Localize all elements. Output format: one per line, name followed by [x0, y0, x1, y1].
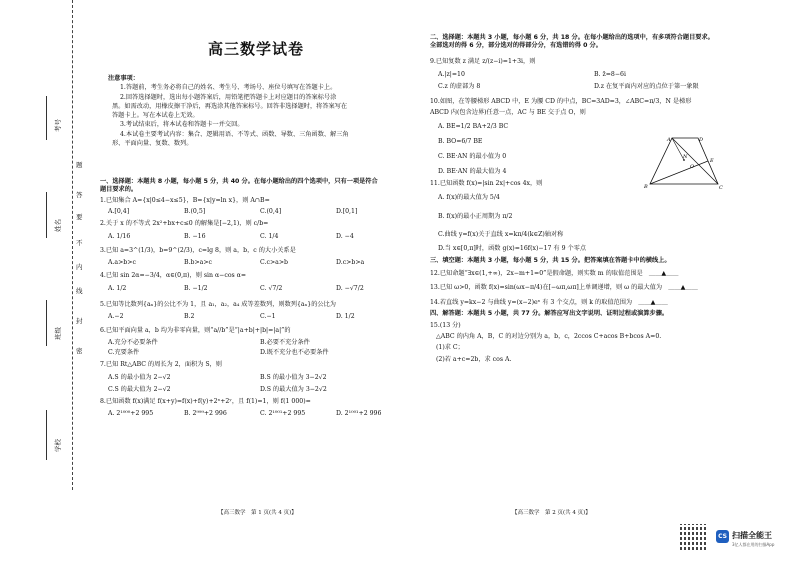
question-15-part-2: (2)若 a+c=2b，求 cos A.	[436, 355, 512, 363]
seal-char: 封	[76, 317, 83, 325]
scanner-name: 扫描全能王	[732, 531, 772, 540]
question-12: 12.已知命题“∃x∈(1,+∞)，2x−m+1=0”是假命题，则实数 m 的取值范围是 ＿＿▲＿＿	[430, 270, 679, 278]
seal-char: 不	[76, 239, 83, 247]
option: A. BE=1/2 BA+2/3 BC	[438, 122, 509, 130]
question-6: 6.已知平面向量 a，b 均为非零向量，则“a//b”是“|a+b|+|b|=|a|”的	[100, 327, 291, 335]
section-2	[430, 34, 750, 364]
section-4-heading: 四、解答题：本题共 5 小题，共 77 分。解答应写出文字说明、证明过程或演算步骤。	[430, 310, 669, 318]
question-2: 2.关于 x 的不等式 2x²+bx+c≤0 的解集是[−2,1)，则 c/b=	[100, 220, 269, 228]
question-5: 5.已知等比数列{aₙ}的公比不为 1，且 a₁，a₂，a₄ 成等差数列，则数列{aₙ}的公比为	[100, 300, 336, 308]
option: B.S 的最小值为 3−2√2	[260, 373, 327, 381]
question-3-options	[108, 259, 412, 267]
label-a: A	[667, 137, 671, 143]
seal-char: 要	[76, 213, 83, 221]
option: D.c>b>a	[336, 258, 365, 266]
option: D.既不充分也不必要条件	[260, 349, 329, 357]
exam-no-underline	[46, 96, 47, 140]
option: B.必要不充分条件	[260, 338, 310, 346]
option: D. −4	[336, 232, 354, 240]
label-c: C	[719, 185, 723, 191]
question-9-options	[438, 83, 750, 91]
label-n: N	[683, 154, 688, 160]
class-underline	[46, 300, 47, 346]
question-6-options	[108, 349, 412, 357]
option: A.a>b>c	[108, 258, 136, 266]
question-15-head: 15.(13 分)	[430, 321, 461, 329]
question-1-options	[108, 208, 412, 216]
option: C. 2¹⁰⁰¹+2 995	[260, 409, 306, 417]
option: C.c>a>b	[260, 258, 288, 266]
label-d: D	[699, 137, 704, 143]
option: D.当 x∈[0,π]时，函数 g(x)=16f(x)−17 有 9 个零点	[438, 245, 587, 253]
page-footer-right: 【高三数学 第 2 页(共 4 页)】	[512, 510, 591, 516]
name-label: 姓名	[54, 219, 62, 232]
option: B. z̄=8−6i	[594, 71, 626, 79]
seal-char: 线	[76, 287, 83, 295]
question-7-options	[108, 386, 412, 394]
note-line: 答题卡上。写在本试卷上无效。	[112, 112, 199, 120]
section-heading: 二、选择题：本题共 3 小题，每小题 6 分，共 18 分。在每小题给出的选项中，有多项符合题目要求。	[430, 34, 714, 41]
page-title: 高三数学试卷	[207, 40, 304, 58]
question-13: 13.已知 ω>0，函数 f(x)=sin(ωx−π/4)在[−ωπ,ωπ]上单调递增，则 ω 的最大值为 ＿＿▲＿＿	[430, 284, 698, 292]
option: A. f(x)的最大值为 5/4	[438, 194, 500, 202]
note-line: 3.考试结束后，将本试卷和答题卡一并交回。	[120, 121, 244, 129]
option: B.2	[184, 312, 195, 320]
exam-notes	[108, 74, 412, 148]
option: B.(0,5]	[184, 208, 206, 216]
school-label: 学校	[54, 439, 62, 452]
name-underline	[46, 192, 47, 238]
question-7: 7.已知 Rt△ABC 的周长为 2，面积为 S，则	[100, 361, 222, 369]
question-10: 10.如图，在等腰梯形 ABCD 中，E 为腰 CD 的中点，BC=3AD=3，∠ABC=π/3，N 是梯形	[430, 97, 692, 105]
option: A.|z|=10	[438, 71, 465, 79]
option: A.−2	[108, 312, 124, 320]
section-1	[100, 178, 412, 418]
section-3-heading: 三、填空题：本题共 3 小题，每小题 5 分，共 15 分。把答案填在答题卡中的横线上。	[430, 256, 671, 264]
question-15-part-1: (1)求 C；	[436, 344, 464, 352]
seal-line	[72, 0, 73, 490]
option: C. 1/4	[260, 232, 279, 240]
option: B. −16	[184, 232, 206, 240]
section-heading: 题目要求的。	[100, 186, 138, 194]
question-1: 1.已知集合 A={x|0≤4−x≤5}，B={x|y=ln x}，则 A∩B=	[100, 196, 270, 204]
option: C.z 的虚部为 8	[438, 83, 481, 91]
option: A. 1/2	[108, 285, 127, 293]
scanner-watermark	[716, 528, 788, 554]
option: D. 2¹⁰⁰¹+2 996	[336, 409, 382, 417]
question-8-options	[108, 410, 412, 418]
binding-margin	[0, 0, 96, 520]
school-underline	[46, 410, 47, 460]
question-5-options	[108, 313, 412, 321]
label-o: O	[690, 164, 695, 170]
label-e: E	[710, 158, 714, 164]
segment-be	[650, 161, 708, 184]
question-10-cont: ABCD 内(包含边界)任意一点，AC 与 BE 交于点 O，则	[430, 109, 586, 117]
section-heading: 全部选对的得 6 分，部分选对的得部分分，有选错的得 0 分。	[430, 42, 602, 50]
note-line: 2.回答选择题时，选出每小题答案后，用铅笔把答题卡上对应题目的答案标号涂	[120, 93, 337, 101]
question-6-options	[108, 339, 412, 347]
option: C. BE·AN 的最小值为 0	[438, 153, 507, 161]
option: A. 2¹⁰⁰⁰+2 995	[108, 409, 154, 417]
question-9-options	[438, 71, 750, 79]
option: C. √7/2	[260, 285, 283, 293]
option: B. 2⁹⁹⁹+2 996	[184, 409, 227, 417]
seal-char: 密	[76, 347, 83, 355]
section-heading: 一、选择题：本题共 8 小题，每小题 5 分，共 40 分。在每小题给出的四个选项中，只有一项是符合	[100, 178, 378, 185]
seal-char: 内	[76, 263, 83, 271]
option: D. 1/2	[336, 312, 355, 320]
note-line: 1.答题前，考生务必将自己的姓名、考生号、考场号、座位号填写在答题卡上。	[120, 84, 337, 92]
exam-no-label: 考号	[54, 119, 62, 132]
option: D.[0,1]	[336, 208, 358, 216]
seal-char: 题	[76, 161, 83, 169]
label-b: B	[644, 184, 648, 190]
note-line: 4.本试卷主要考试内容：集合、逻辑用语、不等式、函数、导数、三角函数、解三角	[120, 130, 349, 138]
option: A.S 的最小值为 2−√2	[108, 373, 171, 381]
option: B.b>a>c	[184, 258, 212, 266]
scanner-tagline: 3亿人都在用的扫描App	[732, 542, 775, 547]
seal-char: 答	[76, 191, 83, 199]
note-line: 黑。如需改动，用橡皮擦干净后，再选涂其他答案标号。回答非选择题时，将答案写在	[112, 102, 348, 110]
question-15-text: △ABC 的内角 A，B，C 的对边分别为 a，b，c，2ccos C+acos B+bcos A=0.	[436, 332, 662, 340]
question-3: 3.已知 a=3^(1/3)，b=9^(2/3)，c=lg 8，则 a，b，c 的大小关系是	[100, 247, 296, 255]
cs-logo-icon: CS	[716, 530, 729, 543]
option: C.(0,4]	[260, 208, 282, 216]
question-9: 9.已知复数 z 满足 z/(z−i)=1+3i，则	[430, 57, 536, 65]
qr-code-icon	[680, 524, 708, 552]
notes-heading: 注意事项：	[108, 75, 139, 82]
question-14: 14.若直线 y=kx−2 与曲线 y=(x−2)eˣ 有 3 个交点，则 k 的取值范围为 ＿＿▲＿＿	[430, 298, 668, 306]
page-footer-left: 【高三数学 第 1 页(共 4 页)】	[218, 510, 297, 516]
option: D. −√7/2	[336, 285, 364, 293]
option: C.−1	[260, 312, 276, 320]
question-4: 4.已知 sin 2α=−3/4，α∈(0,π)，则 sin α−cos α=	[100, 271, 247, 279]
option: D.z 在复平面内对应的点位于第一象限	[594, 83, 699, 91]
option: B. BO=6/7 BE	[438, 137, 483, 145]
option: C.充要条件	[108, 349, 140, 357]
question-11: 11.已知函数 f(x)=|sin 2x|+cos 4x，则	[430, 179, 543, 187]
trapezoid-figure	[642, 134, 728, 192]
option: C.曲线 y=f(x)关于直线 x=kπ/4(k∈Z)轴对称	[438, 231, 564, 239]
class-label: 班级	[54, 327, 62, 340]
option: A.[0,4]	[108, 208, 130, 216]
option: B. f(x)的最小正周期为 π/2	[438, 212, 513, 220]
option: C.S 的最大值为 2−√2	[108, 386, 171, 394]
note-line: 形、平面向量、复数、数列。	[112, 140, 193, 148]
option: A.充分不必要条件	[108, 338, 158, 346]
question-4-options	[108, 285, 412, 293]
option: D. BE·AN 的最大值为 4	[438, 167, 507, 175]
question-8: 8.已知函数 f(x)满足 f(x+y)=f(x)+f(y)+2ˣ+2ʸ，且 f(1)=1，则 f(1 000)=	[100, 398, 311, 406]
option: B. −1/2	[184, 285, 208, 293]
option: D.S 的最大值为 3−2√2	[260, 386, 327, 394]
question-7-options	[108, 374, 412, 382]
question-2-options	[108, 233, 412, 241]
option: A. 1/16	[108, 232, 131, 240]
